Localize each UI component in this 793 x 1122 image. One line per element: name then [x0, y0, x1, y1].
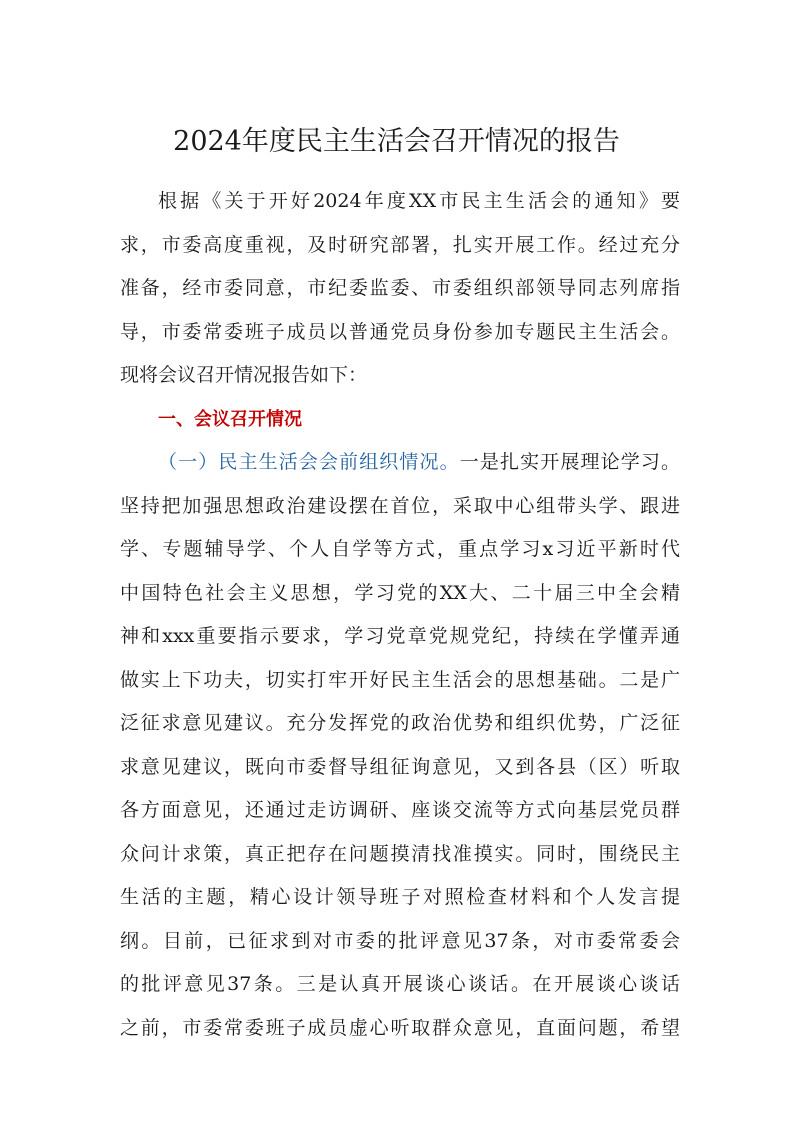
intro-line-2: 求，市委高度重视，及时研究部署，扎实开展工作。经过充分 — [120, 233, 680, 256]
body-line-8: 各方面意见，还通过走访调研、座谈交流等方式向基层党员群 — [120, 799, 680, 821]
body-line-10: 生活的主题，精心设计领导班子对照检查材料和个人发言提 — [120, 886, 680, 908]
body-line-9: 众问计求策，真正把存在问题摸清找准摸实。同时，围绕民主 — [120, 842, 680, 865]
body-line-5: 做实上下功夫，切实打牢开好民主生活会的思想基础。二是广 — [120, 668, 680, 691]
subsection-first-line-text: 一是扎实开展理论学习。 — [459, 451, 680, 473]
intro-line-3: 准备，经市委同意，市纪委监委、市委组织部领导同志列席指 — [120, 277, 680, 299]
intro-line-1: 根据《关于开好2024年度XX市民主生活会的通知》要 — [158, 190, 680, 212]
body-line-1: 坚持把加强思想政治建设摆在首位，采取中心组带头学、跟进 — [120, 494, 680, 517]
body-line-6: 泛征求意见建议。充分发挥党的政治优势和组织优势，广泛征 — [120, 712, 680, 734]
intro-line-5: 现将会议召开情况报告如下： — [120, 364, 368, 386]
body-line-11: 纲。目前，已征求到对市委的批评意见37条，对市委常委会 — [120, 929, 680, 952]
body-line-12: 的批评意见37条。三是认真开展谈心谈话。在开展谈心谈话 — [120, 973, 680, 995]
intro-line-4: 导，市委常委班子成员以普通党员身份参加专题民主生活会。 — [120, 320, 680, 343]
body-line-13: 之前，市委常委班子成员虚心听取群众意见，直面问题，希望 — [120, 1016, 680, 1039]
body-line-4: 神和xxx重要指示要求，学习党章党规党纪，持续在学懂弄通 — [120, 625, 680, 647]
subsection-heading: （一）民主生活会会前组织情况。 — [158, 451, 460, 473]
section-heading: 一、会议召开情况 — [158, 408, 302, 430]
section-heading-line — [120, 398, 680, 442]
document-title: 2024年度民主生活会召开情况的报告 — [173, 126, 620, 157]
document-body — [120, 180, 680, 1050]
body-line-2: 学、专题辅导学、个人自学等方式，重点学习x习近平新时代 — [120, 538, 680, 560]
body-line-7: 求意见建议，既向市委督导组征询意见，又到各县（区）听取 — [120, 755, 680, 778]
body-line-3: 中国特色社会主义思想，学习党的XX大、二十届三中全会精 — [120, 581, 680, 604]
subsection-line — [120, 441, 680, 485]
